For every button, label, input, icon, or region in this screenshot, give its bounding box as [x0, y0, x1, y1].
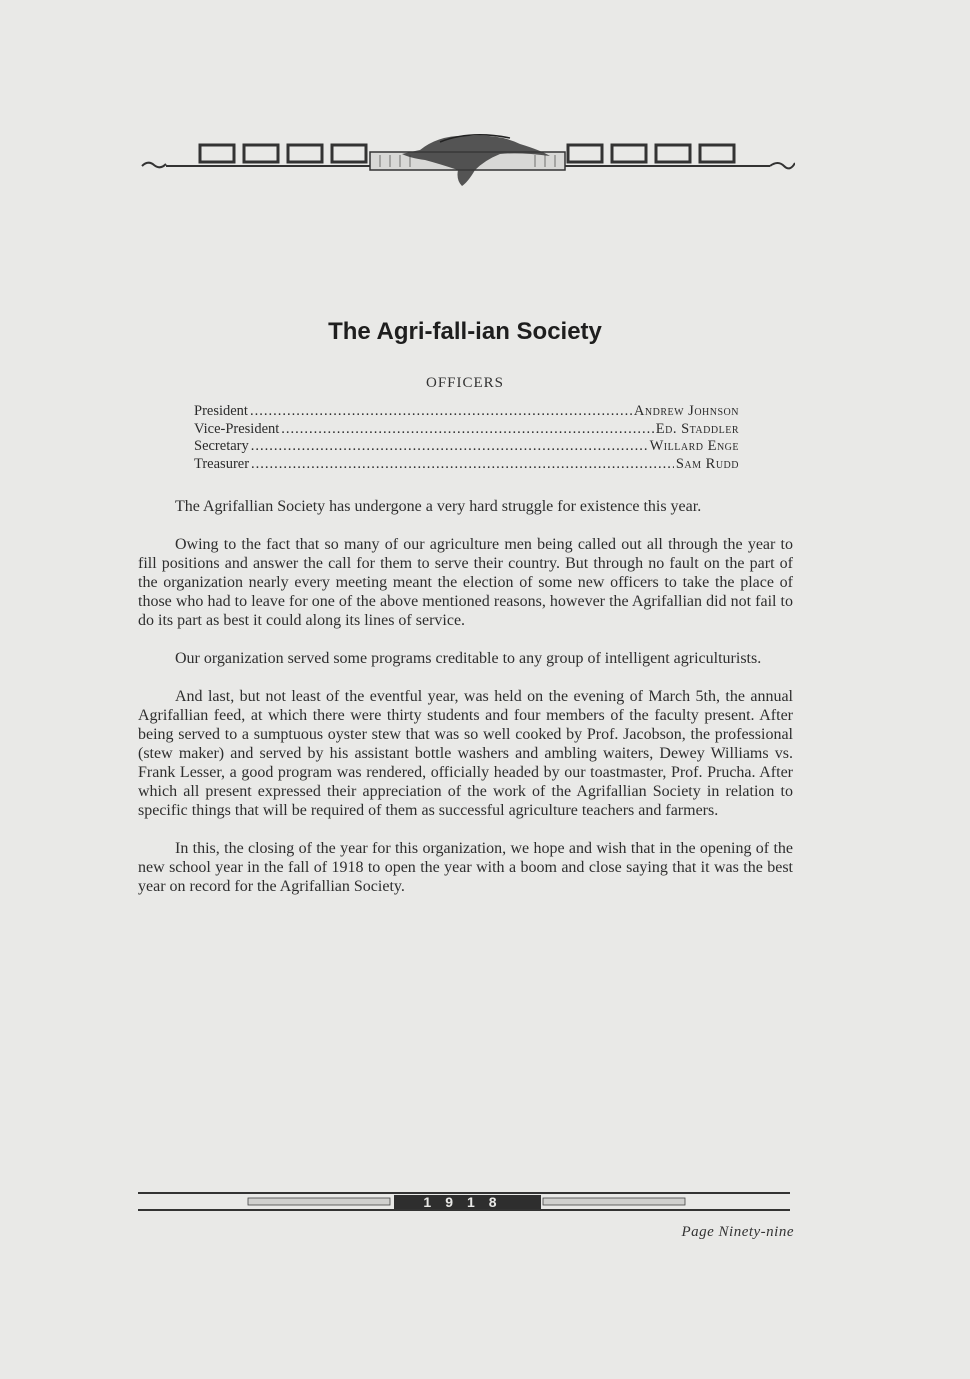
dot-leader: [281, 421, 653, 439]
paragraph: The Agrifallian Society has undergone a very hard struggle for existence this year.: [175, 498, 702, 515]
officer-name: Sam Rudd: [675, 455, 739, 472]
footer-year-rule: [138, 1190, 790, 1212]
officers-list: [194, 403, 739, 473]
officer-name: Ed. Staddler: [655, 420, 739, 437]
officer-title: Secretary: [194, 438, 249, 454]
officer-title: Treasurer: [194, 455, 250, 472]
officer-row: [194, 403, 739, 421]
paragraph: Our organization served some programs creditable to any group of intelligent agriculturists.: [175, 650, 762, 667]
paragraph: And last, but not least of the eventful year, was held on the evening of March 5th, the annual Agrifallian feed, at which there were thirty students and four members of the faculty present. After being served to a sumptuous oyster stew that was so well cooked by Prof. Jacobson, the professional (stew maker) and served by his assistant bottle washers and ambling waiters, Dewey Williams vs. Frank Lesser, a good program was rendered, officially headed by our toastmaster, Prof. Prucha. After which all present expressed their appreciation of the work of the Agrifallian Society in relation to specific things that will be required of them as successful agriculture teachers and farmers.: [138, 688, 793, 819]
officer-row: [194, 421, 739, 439]
page-number: Page Ninety-nine: [681, 1224, 794, 1240]
officer-row: [194, 438, 739, 456]
dot-leader: [251, 456, 674, 474]
officer-row: [194, 456, 739, 474]
officer-title: President: [194, 403, 248, 419]
officers-heading: OFFICERS: [425, 375, 505, 391]
dot-leader: [250, 403, 632, 421]
officer-name: Andrew Johnson: [633, 403, 739, 419]
officer-name: Willard Enge: [649, 438, 739, 454]
footer-year: 1918: [423, 1194, 511, 1210]
paragraph: Owing to the fact that so many of our agriculture men being called out all through the year to fill positions and answer the call for them to serve their country. But through no fault on the part of the organization nearly every meeting meant the election of some new officers to take the place of those who had to leave for one of the above mentioned reasons, however the Agrifallian did not fail to do its part as best it could along its lines of service.: [138, 536, 793, 629]
mele-tean-banner: [140, 130, 795, 190]
dot-leader: [251, 438, 648, 456]
article-body: [138, 497, 793, 915]
paragraph: In this, the closing of the year for this organization, we hope and wish that in the opening of the new school year in the fall of 1918 to open the year with a boom and close saying that it was the best year on record for the Agrifallian Society.: [138, 840, 793, 895]
page-title: The Agri-fall-ian Society: [328, 318, 602, 345]
officer-title: Vice-President: [194, 420, 280, 437]
